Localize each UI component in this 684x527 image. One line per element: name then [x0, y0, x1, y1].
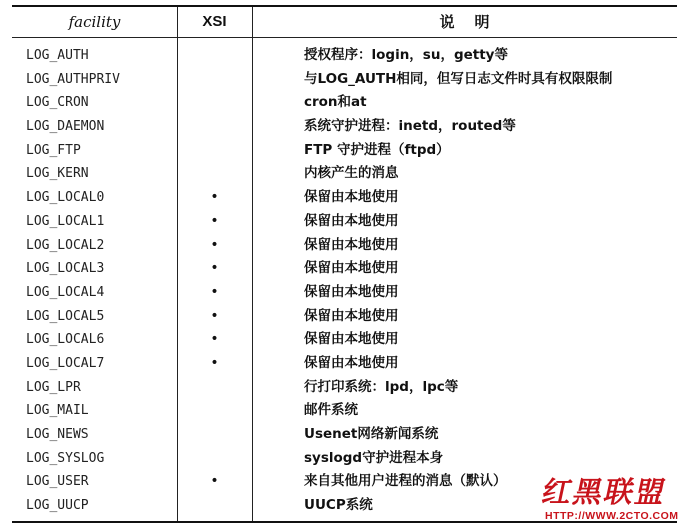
xsi-cell: • [210, 283, 219, 300]
facility-cell: LOG_CRON [26, 95, 89, 111]
table-row [12, 139, 677, 163]
watermark-logo [539, 470, 683, 527]
table-row [12, 186, 677, 210]
xsi-cell: • [210, 260, 219, 277]
table-row [12, 376, 677, 400]
xsi-cell: • [210, 354, 219, 371]
facility-cell: LOG_UUCP [26, 498, 89, 514]
description-cell: 保留由本地使用 [304, 354, 399, 371]
watermark-text: 红黑联盟 [539, 475, 671, 509]
facility-cell: LOG_LOCAL0 [26, 190, 105, 206]
table-row [12, 328, 677, 352]
facility-cell: LOG_NEWS [26, 427, 89, 442]
xsi-cell: • [210, 189, 219, 206]
table-row [12, 423, 677, 447]
facility-cell: LOG_SYSLOG [26, 450, 105, 466]
table-row [12, 399, 677, 423]
table-row [12, 44, 677, 68]
facility-cell: LOG_LOCAL2 [26, 237, 105, 253]
description-cell: 来自其他用户进程的消息（默认） [304, 473, 507, 490]
table-body [12, 44, 677, 518]
description-cell: 系统守护进程：inetd，routed等 [304, 118, 516, 135]
table-row [12, 91, 677, 115]
description-cell: 保留由本地使用 [304, 283, 399, 300]
description-cell: 与LOG_AUTH相同，但写日志文件时具有权限限制 [304, 70, 613, 87]
description-cell: FTP 守护进程（ftpd） [304, 141, 450, 158]
description-cell: 保留由本地使用 [304, 189, 399, 206]
table-row [12, 257, 677, 281]
facility-cell: LOG_MAIL [26, 403, 89, 419]
description-cell: 授权程序：login，su，getty等 [304, 47, 508, 63]
header-facility: facility [68, 13, 121, 31]
description-cell: UUCP系统 [304, 497, 373, 514]
facility-cell: LOG_LOCAL7 [26, 355, 105, 371]
table-row [12, 281, 677, 305]
facility-cell: LOG_LOCAL5 [26, 308, 105, 324]
description-cell: 保留由本地使用 [304, 212, 399, 229]
facility-cell: LOG_LOCAL6 [26, 332, 105, 348]
header-description: 说明 [439, 13, 510, 31]
facility-cell: LOG_LPR [26, 379, 81, 395]
table-row [12, 68, 677, 92]
facility-cell: LOG_LOCAL1 [26, 213, 105, 229]
table-row [12, 352, 677, 376]
table-row [12, 234, 677, 258]
xsi-cell: • [210, 473, 219, 490]
table-row [12, 162, 677, 186]
facility-table [12, 5, 677, 523]
facility-cell: LOG_DAEMON [26, 119, 105, 135]
description-cell: 保留由本地使用 [304, 331, 399, 348]
table-header [12, 7, 677, 38]
table-row [12, 210, 677, 234]
watermark-url: HTTP://WWW.2CTO.COM [545, 510, 679, 522]
table-row [12, 115, 677, 139]
facility-cell: LOG_FTP [26, 142, 81, 158]
description-cell: 邮件系统 [304, 402, 358, 419]
description-cell: 行打印系统：lpd，lpc等 [304, 378, 459, 395]
xsi-cell: • [210, 331, 219, 348]
facility-cell: LOG_AUTH [26, 48, 89, 63]
xsi-cell: • [210, 212, 219, 229]
facility-cell: LOG_AUTHPRIV [26, 71, 120, 87]
facility-cell: LOG_KERN [26, 166, 89, 182]
table-row [12, 447, 677, 471]
table-row [12, 305, 677, 329]
description-cell: syslogd守护进程本身 [304, 449, 444, 466]
description-cell: cron和at [304, 94, 367, 111]
description-cell: 保留由本地使用 [304, 260, 399, 277]
description-cell: 保留由本地使用 [304, 307, 399, 324]
facility-cell: LOG_LOCAL3 [26, 261, 105, 277]
facility-cell: LOG_LOCAL4 [26, 284, 105, 300]
description-cell: 保留由本地使用 [304, 236, 399, 253]
xsi-cell: • [210, 236, 219, 253]
facility-cell: LOG_USER [26, 474, 89, 490]
description-cell: 内核产生的消息 [304, 165, 399, 182]
description-cell: Usenet网络新闻系统 [304, 426, 439, 442]
xsi-cell: • [210, 307, 219, 324]
header-xsi: XSI [202, 13, 227, 30]
